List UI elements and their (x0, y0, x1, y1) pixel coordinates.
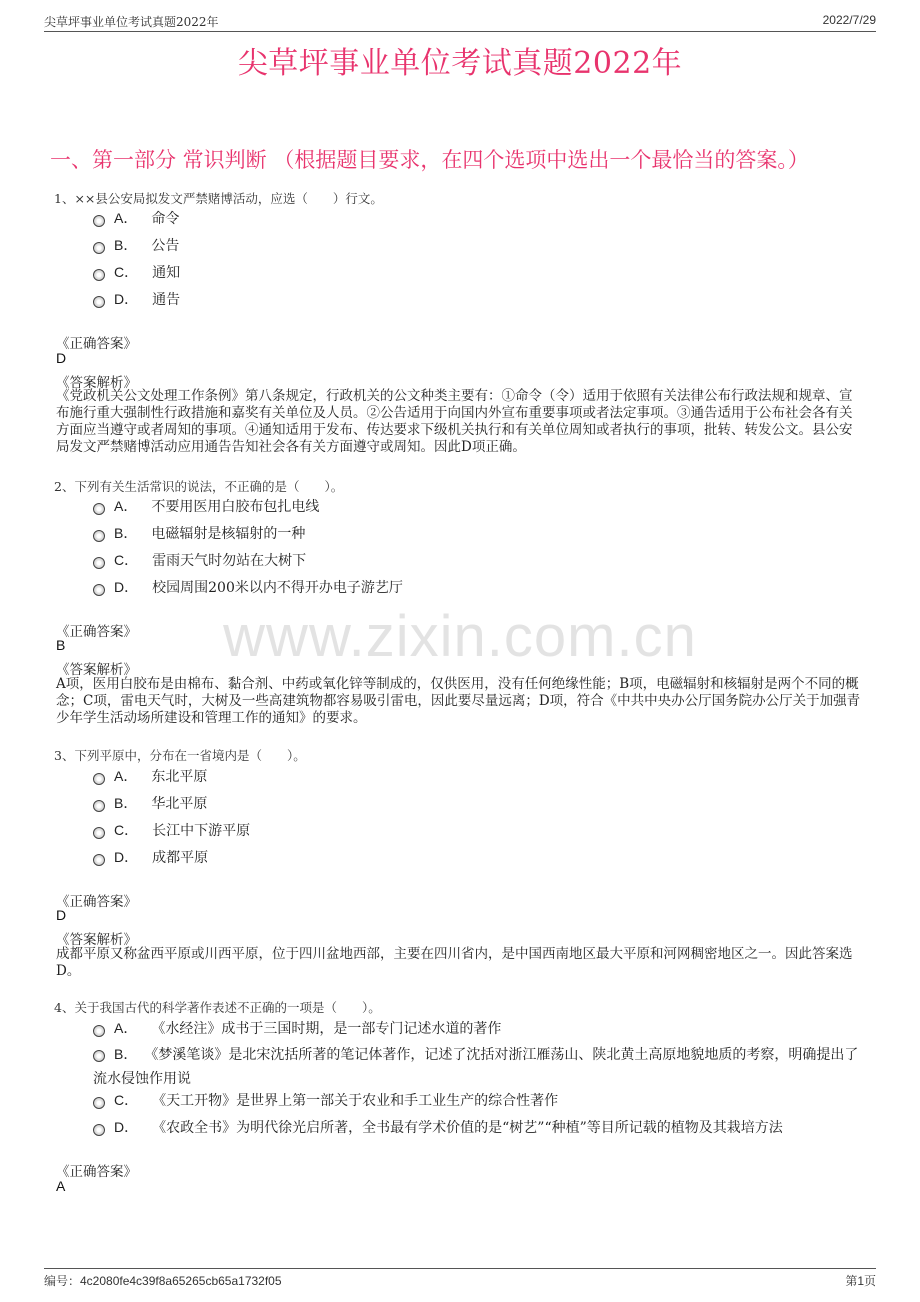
option-letter: B． (114, 1046, 138, 1062)
question-stem: 2、下列有关生活常识的说法，不正确的是（ ）。 (54, 479, 344, 494)
option-text: 电磁辐射是核辐射的一种 (151, 526, 306, 542)
option-a[interactable] (93, 766, 207, 786)
header-date: 2022/7/29 (822, 13, 876, 27)
radio-icon[interactable] (93, 530, 105, 542)
option-c[interactable] (93, 550, 306, 570)
explanation-text: 成都平原又称盆西平原或川西平原，位于四川盆地西部，主要在四川省内，是中国西南地区最大平原和河网稠密地区之一。因此答案选D。 (56, 946, 853, 979)
footer-doc-id: 编号：4c2080fe4c39f8a65265cb65a1732f05 (44, 1274, 282, 1288)
radio-icon[interactable] (93, 584, 105, 596)
option-letter: B． (114, 525, 138, 541)
option-letter: D． (114, 291, 139, 307)
option-a[interactable] (93, 208, 179, 228)
radio-icon[interactable] (93, 773, 105, 785)
option-c[interactable] (93, 820, 250, 840)
option-text: 《农政全书》为明代徐光启所著，全书最有学术价值的是“树艺”“种植”等目所记载的植物及其栽培方法 (152, 1120, 783, 1136)
option-text: 东北平原 (151, 769, 208, 785)
option-text: 通告 (152, 292, 181, 308)
radio-icon[interactable] (93, 269, 105, 281)
radio-icon[interactable] (93, 215, 105, 227)
option-text: 命令 (151, 211, 180, 227)
answer-label: 《正确答案》 (56, 894, 137, 910)
option-text: 校园周围200米以内不得开办电子游艺厅 (152, 580, 403, 596)
correct-answer: D (56, 350, 67, 366)
footer-divider (44, 1268, 876, 1269)
option-text: 《天工开物》是世界上第一部关于农业和手工业生产的综合性著作 (152, 1093, 559, 1109)
explanation-label: 《答案解析》 (56, 375, 137, 391)
explanation-label: 《答案解析》 (56, 662, 137, 678)
correct-answer: B (56, 637, 66, 653)
option-letter: A． (114, 768, 138, 784)
option-text: 公告 (151, 238, 180, 254)
radio-icon[interactable] (93, 827, 105, 839)
option-d[interactable] (93, 847, 208, 867)
option-letter: B． (114, 795, 138, 811)
answer-label: 《正确答案》 (56, 1164, 137, 1180)
option-text: 雷雨天气时勿站在大树下 (152, 553, 307, 569)
option-text: 《水经注》成书于三国时期，是一部专门记述水道的著作 (151, 1021, 502, 1037)
option-letter: C． (114, 1092, 139, 1108)
option-text: 华北平原 (151, 796, 208, 812)
option-letter: B． (114, 237, 138, 253)
option-text: 成都平原 (152, 850, 209, 866)
radio-icon[interactable] (93, 1097, 105, 1109)
option-text: 通知 (152, 265, 181, 281)
explanation-label: 《答案解析》 (56, 932, 137, 948)
answer-label: 《正确答案》 (56, 624, 137, 640)
explanation-text: 《党政机关公文处理工作条例》第八条规定，行政机关的公文种类主要有：①命令（令）适用于依照有关法律公布行政法规和规章、宣布施行重大强制性行政措施和嘉奖有关单位及人员。②公告适用于向国内外宣布重要事项或者法定事项。③通告适用于公布社会各有关方面应当遵守或者周知的事项。④通知适用于发布、传达要求下级机关执行和有关单位周知或者执行的事项，批转、转发公文。县公安局发文严禁赌博活动应用通告告知社会各有关方面遵守或周知。因此D项正确。 (56, 388, 853, 455)
footer-page-number: 第1页 (845, 1274, 876, 1288)
radio-icon[interactable] (93, 1050, 105, 1062)
option-text: 《梦溪笔谈》是北宋沈括所著的笔记体著作，记述了沈括对浙江雁荡山、陕北黄土高原地貌地质的考察，明确提出了流水侵蚀作用说 (93, 1047, 859, 1087)
correct-answer: A (56, 1178, 66, 1194)
question-stem: 4、关于我国古代的科学著作表述不正确的一项是（ ）。 (54, 1000, 381, 1015)
radio-icon[interactable] (93, 242, 105, 254)
option-text: 不要用医用白胶布包扎电线 (151, 499, 320, 515)
explanation-text: A项，医用白胶布是由棉布、黏合剂、中药或氧化锌等制成的，仅供医用，没有任何绝缘性能；B项，电磁辐射和核辐射是两个不同的概念；C项，雷电天气时，大树及一些高建筑物都容易吸引雷电，因此要尽量远离；D项，符合《中共中央办公厅国务院办公厅关于加强青少年学生活动场所建设和管理工作的通知》的要求。 (56, 676, 861, 726)
option-text: 长江中下游平原 (152, 823, 251, 839)
option-b[interactable] (93, 523, 305, 543)
correct-answer: D (56, 907, 67, 923)
radio-icon[interactable] (93, 800, 105, 812)
answer-label: 《正确答案》 (56, 336, 137, 352)
option-letter: C． (114, 264, 139, 280)
header-doc-title: 尖草坪事业单位考试真题2022年 (44, 15, 219, 29)
option-letter: D． (114, 579, 139, 595)
option-c[interactable] (93, 262, 180, 282)
option-d[interactable] (93, 577, 403, 597)
option-letter: A． (114, 210, 138, 226)
radio-icon[interactable] (93, 854, 105, 866)
question-stem: 1、××县公安局拟发文严禁赌博活动，应选（ ）行文。 (54, 191, 383, 206)
option-a[interactable] (93, 1018, 501, 1038)
watermark: www.zixin.com.cn (223, 604, 697, 669)
option-letter: D． (114, 849, 139, 865)
radio-icon[interactable] (93, 1124, 105, 1136)
header-divider (44, 31, 876, 32)
radio-icon[interactable] (93, 1025, 105, 1037)
option-b[interactable] (93, 793, 207, 813)
option-d[interactable] (93, 1117, 783, 1137)
option-letter: D． (114, 1119, 139, 1135)
option-c[interactable] (93, 1090, 558, 1110)
section-heading: 一、第一部分 常识判断 （根据题目要求，在四个选项中选出一个最恰当的答案。） (50, 148, 809, 172)
option-letter: C． (114, 552, 139, 568)
option-d[interactable] (93, 289, 180, 309)
radio-icon[interactable] (93, 557, 105, 569)
option-letter: A． (114, 1020, 138, 1036)
option-letter: C． (114, 822, 139, 838)
option-b[interactable] (93, 235, 179, 255)
option-a[interactable] (93, 496, 319, 516)
radio-icon[interactable] (93, 503, 105, 515)
question-stem: 3、下列平原中，分布在一省境内是（ ）。 (54, 748, 306, 763)
page-title: 尖草坪事业单位考试真题2022年 (237, 46, 683, 81)
radio-icon[interactable] (93, 296, 105, 308)
option-letter: A． (114, 498, 138, 514)
option-b[interactable] (93, 1042, 863, 1091)
